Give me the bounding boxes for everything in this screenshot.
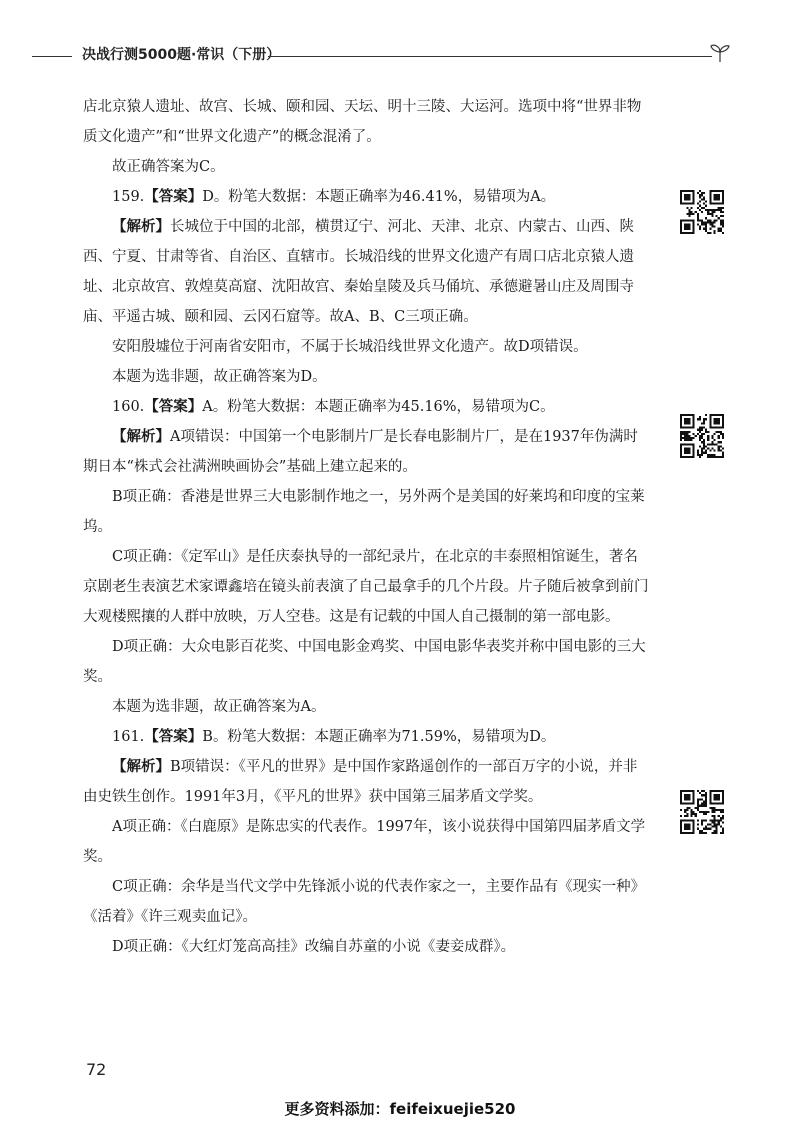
paragraph-text: 店北京猿人遗址、故宫、长城、颐和园、天坛、明十三陵、大运河。选项中将“世界非物质文化遗产”和“世界文化遗产”的概念混淆了。: [83, 99, 642, 145]
answer-label: 【答案】: [144, 398, 203, 415]
qr-code-icon[interactable]: [680, 414, 724, 458]
analysis-label: 【解析】: [112, 428, 170, 445]
paragraph: [83, 152, 651, 182]
paragraph-text: D项正确：大众电影百花奖、中国电影金鸡奖、中国电影华表奖并称中国电影的三大奖。: [83, 639, 646, 685]
running-header: [0, 40, 760, 70]
qr-code-icon[interactable]: [680, 790, 724, 834]
paragraph: [83, 872, 651, 932]
paragraph-text: 本题为选非题，故正确答案为A。: [112, 699, 326, 715]
page-body: [83, 92, 651, 962]
answer-label: 【答案】: [144, 728, 203, 745]
question-number: 159.: [112, 189, 145, 205]
paragraph-text: 长城位于中国的北部，横贯辽宁、河北、天津、北京、内蒙古、山西、陕西、宁夏、甘肃等省、自治区、直辖市。长城沿线的世界文化遗产有周口店北京猿人遗址、北京故宫、敦煌莫高窟、沈阳故宫、秦始皇陵及兵马俑坑、承德避暑山庄及周围寺庙、平遥古城、颐和园、云冈石窟等。故A、B、C三项正确。: [83, 219, 634, 325]
paragraph-text: B项正确：香港是世界三大电影制作地之一，另外两个是美国的好莱坞和印度的宝莱坞。: [83, 489, 645, 535]
paragraph: [83, 632, 651, 692]
paragraph-text: 故正确答案为C。: [112, 159, 225, 175]
analysis-label: 【解析】: [112, 758, 170, 775]
paragraph: [83, 932, 651, 962]
header-rule-right: [268, 56, 712, 57]
analysis-label: 【解析】: [112, 218, 170, 235]
paragraph: [83, 422, 651, 482]
paragraph: [83, 182, 651, 212]
paragraph-text: D项正确：《大红灯笼高高挂》改编自苏童的小说《妻妾成群》。: [112, 939, 516, 955]
paragraph-text: A项正确：《白鹿原》是陈忠实的代表作。1997年，该小说获得中国第四届茅盾文学奖。: [83, 819, 646, 865]
paragraph: [83, 92, 651, 152]
qr-code-icon[interactable]: [680, 190, 724, 234]
header-rule-left: [32, 56, 72, 57]
paragraph: [83, 392, 651, 422]
book-title: 决战行测5000题·常识（下册）: [82, 47, 281, 63]
paragraph: [83, 752, 651, 812]
paragraph: [83, 332, 651, 362]
footer-note: 更多资料添加：feifeixuejie520: [284, 1100, 516, 1118]
question-number: 160.: [112, 399, 145, 415]
sprout-icon: [708, 40, 732, 64]
paragraph-text: A项错误：中国第一个电影制片厂是长春电影制片厂，是在1937年伪满时期日本“株式会社满洲映画协会”基础上建立起来的。: [83, 429, 638, 475]
question-number: 161.: [112, 729, 145, 745]
paragraph-text: 安阳殷墟位于河南省安阳市，不属于长城沿线世界文化遗产。故D项错误。: [112, 339, 588, 355]
paragraph-text: C项正确：《定军山》是任庆泰执导的一部纪录片，在北京的丰泰照相馆诞生，著名京剧老生表演艺术家谭鑫培在镜头前表演了自己最拿手的几个片段。片子随后被拿到前门大观楼熙攘的人群中放映，万人空巷。这是有记载的中国人自己摄制的第一部电影。: [83, 549, 649, 625]
paragraph-text: C项正确：余华是当代文学中先锋派小说的代表作家之一，主要作品有《现实一种》《活着》《许三观卖血记》。: [83, 879, 646, 925]
paragraph-text: B。粉笔大数据：本题正确率为71.59%，易错项为D。: [202, 729, 556, 745]
paragraph-text: A。粉笔大数据：本题正确率为45.16%，易错项为C。: [202, 399, 555, 415]
paragraph: [83, 542, 651, 632]
paragraph-text: D。粉笔大数据：本题正确率为46.41%，易错项为A。: [202, 189, 556, 205]
paragraph: [83, 362, 651, 392]
paragraph: [83, 212, 651, 332]
paragraph: [83, 482, 651, 542]
paragraph: [83, 722, 651, 752]
paragraph: [83, 692, 651, 722]
paragraph-text: 本题为选非题，故正确答案为D。: [112, 369, 327, 385]
page-number: 72: [86, 1060, 107, 1079]
paragraph-text: B项错误：《平凡的世界》是中国作家路遥创作的一部百万字的小说，并非由史铁生创作。1991年3月，《平凡的世界》获中国第三届茅盾文学奖。: [83, 759, 638, 805]
answer-label: 【答案】: [144, 188, 203, 205]
paragraph: [83, 812, 651, 872]
